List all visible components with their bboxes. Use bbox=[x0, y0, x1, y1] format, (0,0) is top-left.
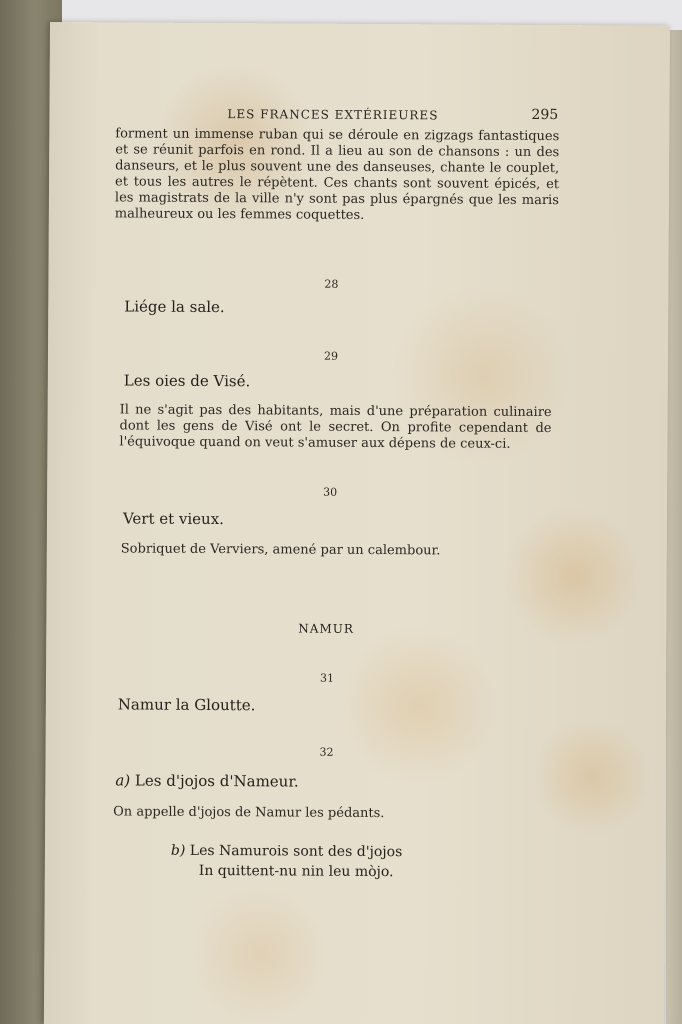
entry-number-32: 32 bbox=[319, 745, 334, 759]
entry-number-31: 31 bbox=[319, 671, 335, 685]
entry-note-29: Il ne s'agit pas des habitants, mais d'une préparation culinaire dont les gens de Visé ont le secret. On profite cependant de l'équivoque quand on veut s'amuser aux dépens de ceux-ci. bbox=[119, 402, 552, 452]
entry-32b-marker: b) bbox=[170, 842, 186, 859]
verse-line-1 bbox=[171, 841, 402, 862]
entry-32b-verse bbox=[171, 841, 403, 882]
entry-note-30: Sobriquet de Verviers, amené par un calembour. bbox=[120, 541, 441, 559]
section-title-namur: NAMUR bbox=[298, 621, 354, 636]
book-page bbox=[44, 22, 670, 1024]
entry-32a-marker: a) bbox=[115, 771, 131, 790]
entry-32a-note: On appelle d'jojos de Namur les pédants. bbox=[113, 804, 385, 822]
entry-title-31: Namur la Gloutte. bbox=[117, 695, 256, 715]
intro-paragraph: forment un immense ruban qui se déroule en zigzags fantastiques et se réunit parfois en rond. Il a lieu au son de chansons : un des danseurs, et le plus souvent une des danseuses, chante le couplet, et tous les autres le répètent. Ces chants sont souvent épicés, et les magistrats de la ville n'y sont pas plus épargnés que les maris malheureux ou les femmes coquettes. bbox=[114, 126, 560, 223]
running-head: LES FRANCES EXTÉRIEURES bbox=[227, 107, 439, 123]
entry-32a bbox=[115, 771, 298, 790]
page-number: 295 bbox=[531, 106, 559, 124]
verse-line-1-text: Les Namurois sont des d'jojos bbox=[189, 842, 403, 861]
entry-number-29: 29 bbox=[323, 349, 339, 363]
entry-32a-title: Les d'jojos d'Nameur. bbox=[134, 771, 299, 791]
entry-title-29: Les oies de Visé. bbox=[123, 371, 251, 391]
verse-line-2: In quittent-nu nin leu mòjo. bbox=[198, 862, 394, 881]
entry-title-30: Vert et vieux. bbox=[122, 509, 225, 529]
entry-number-28: 28 bbox=[324, 277, 339, 291]
entry-number-30: 30 bbox=[323, 485, 338, 499]
entry-title-28: Liége la sale. bbox=[124, 297, 225, 317]
